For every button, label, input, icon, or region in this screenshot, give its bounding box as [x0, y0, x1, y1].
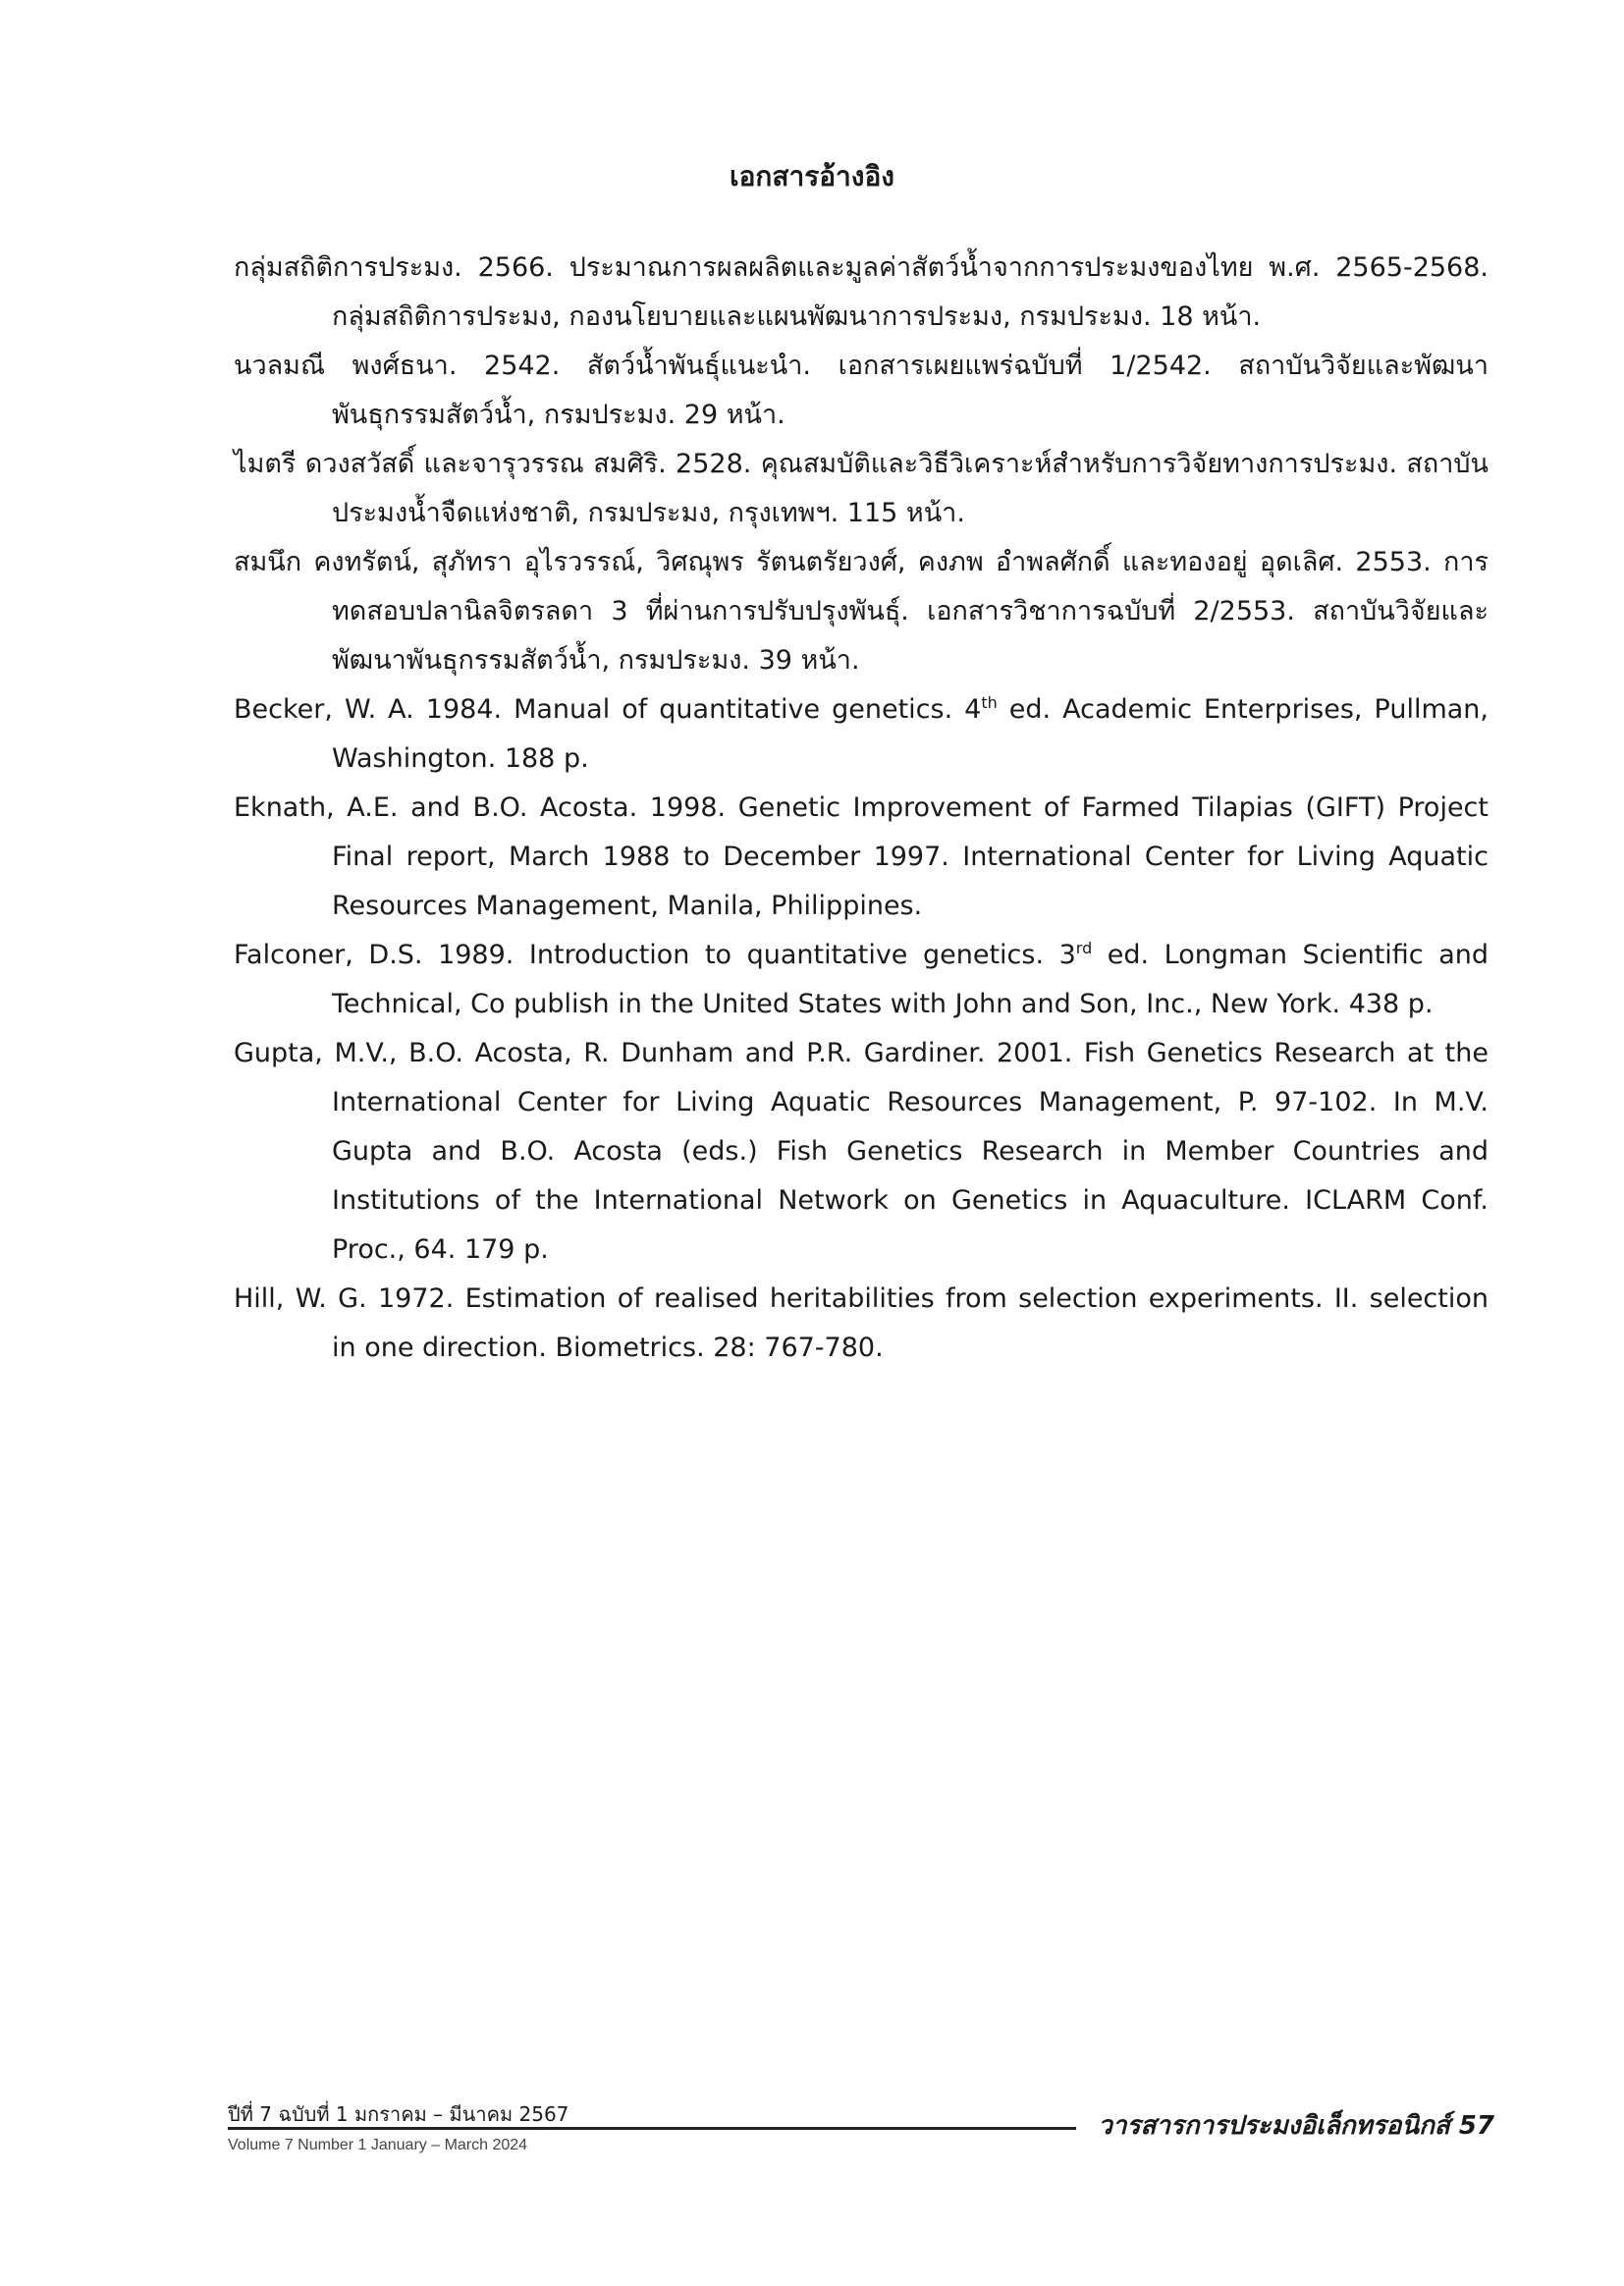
reference-item: Hill, W. G. 1972. Estimation of realised heritabilities from selection experiments. II. selection in one direction. Biometrics. 28: 767-780. [234, 1283, 1489, 1363]
reference-text: ed. Academic Enterprises, Pullman, Washington. 188 p. [332, 694, 1489, 774]
reference-item: สมนึก คงทรัตน์, สุภัทรา อุไรวรรณ์, วิศณุพร รัตนตรัยวงศ์, คงภพ อำพลศักดิ์ และทองอยู่ อุดเลิศ. 2553. การทดสอบปลานิลจิตรลดา 3 ที่ผ่านการปรับปรุงพันธุ์. เอกสารวิชาการฉบับที่ 2/2553. สถาบันวิจัยและพัฒนาพันธุกรรมสัตว์น้ำ, กรมประมง. 39 หน้า. [234, 547, 1489, 676]
reference-text: Becker, W. A. 1984. Manual of quantitative genetics. 4 [234, 694, 982, 725]
page-footer [228, 2101, 1494, 2170]
reference-item: Gupta, M.V., B.O. Acosta, R. Dunham and P.R. Gardiner. 2001. Fish Genetics Research at the International Center for Living Aquatic Resources Management, P. 97-102. In M.V. Gupta and B.O. Acosta (eds.) Fish Genetics Research in Member Countries and Institutions of the International Network on Genetics in Aquaculture. ICLARM Conf. Proc., 64. 179 p. [234, 1038, 1489, 1265]
footer-rule [228, 2127, 1076, 2130]
reference-item: ไมตรี ดวงสวัสดิ์ และจารุวรรณ สมศิริ. 2528. คุณสมบัติและวิธีวิเคราะห์สำหรับการวิจัยทางการประมง. สถาบันประมงน้ำจืดแห่งชาติ, กรมประมง, กรุงเทพฯ. 115 หน้า. [234, 449, 1489, 528]
reference-item [234, 931, 1489, 1029]
page-number: 57 [1458, 2111, 1494, 2141]
reference-item: กลุ่มสถิติการประมง. 2566. ประมาณการผลผลิตและมูลค่าสัตว์น้ำจากการประมงของไทย พ.ศ. 2565-2568. กลุ่มสถิติการประมง, กองนโยบายและแผนพัฒนาการประมง, กรมประมง. 18 หน้า. [234, 252, 1489, 332]
reference-text: ed. Longman Scientific and Technical, Co publish in the United States with John and Son, Inc., New York. 438 p. [332, 940, 1489, 1019]
journal-name: วารสารการประมงอิเล็กทรอนิกส์ [1098, 2111, 1450, 2141]
reference-item: นวลมณี พงศ์ธนา. 2542. สัตว์น้ำพันธุ์แนะนำ. เอกสารเผยแพร่ฉบับที่ 1/2542. สถาบันวิจัยและพัฒนาพันธุกรรมสัตว์น้ำ, กรมประมง. 29 หน้า. [234, 351, 1489, 430]
ordinal-suffix: rd [1075, 939, 1093, 957]
page-title: เอกสารอ้างอิง [730, 160, 894, 192]
ordinal-suffix: th [981, 693, 998, 712]
issue-english: Volume 7 Number 1 January – March 2024 [228, 2137, 528, 2153]
reference-list [234, 244, 1489, 1373]
reference-item [234, 685, 1489, 784]
reference-text: Falconer, D.S. 1989. Introduction to quantitative genetics. 3 [234, 940, 1076, 970]
reference-item: Eknath, A.E. and B.O. Acosta. 1998. Genetic Improvement of Farmed Tilapias (GIFT) Project Final report, March 1988 to December 1997. International Center for Living Aquatic Resources Management, Manila, Philippines. [234, 792, 1489, 921]
issue-thai: ปีที่ 7 ฉบับที่ 1 มกราคม – มีนาคม 2567 [228, 2102, 569, 2126]
journal-title [1098, 2105, 1494, 2146]
